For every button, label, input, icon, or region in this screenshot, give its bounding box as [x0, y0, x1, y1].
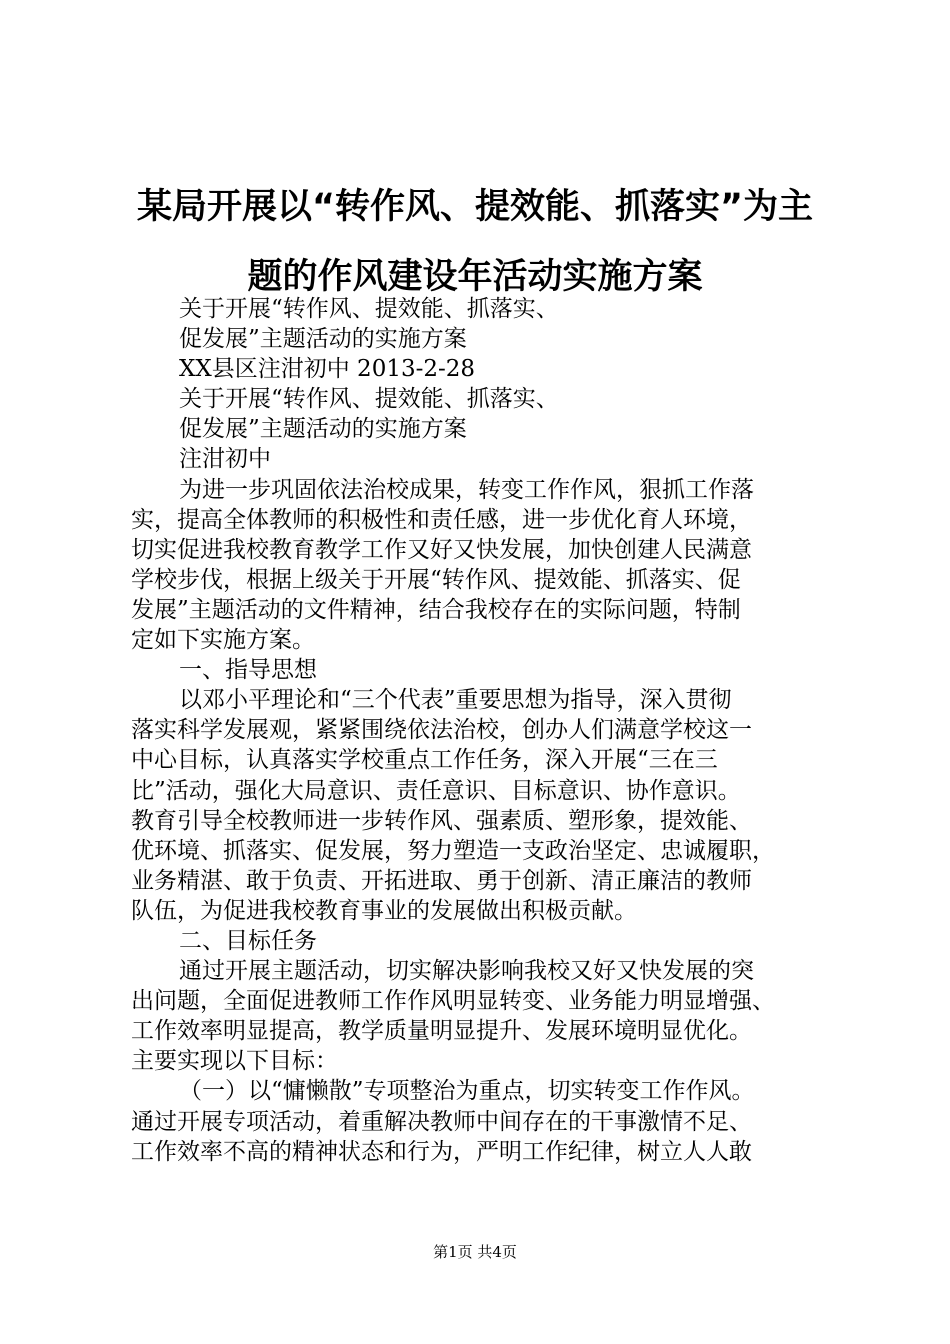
body-line: 业务精湛、敢于负责、开拓进取、勇于创新、清正廉洁的教师	[131, 867, 752, 894]
document-title	[110, 172, 840, 312]
body-line: 队伍，为促进我校教育事业的发展做出积极贡献。	[131, 897, 637, 924]
body-line: 定如下实施方案。	[131, 627, 315, 654]
body-line: 通过开展主题活动，切实解决影响我校又好又快发展的突	[179, 958, 754, 985]
body-line: 比”活动，强化大局意识、责任意识、目标意识、协作意识。	[131, 777, 741, 804]
document-body	[131, 294, 831, 1167]
body-line: 中心目标，认真落实学校重点工作任务，深入开展“三在三	[131, 747, 718, 774]
body-line: 工作效率不高的精神状态和行为，严明工作纪律，树立人人敢	[131, 1138, 752, 1165]
body-line: XX县区注泔初中 2013-2-28	[179, 356, 476, 383]
section-heading: 一、指导思想	[179, 657, 317, 684]
body-line: 促发展”主题活动的实施方案	[179, 326, 467, 353]
body-line: 注泔初中	[179, 446, 271, 473]
body-line: 优环境、抓落实、促发展，努力塑造一支政治坚定、忠诚履职，	[131, 837, 775, 864]
body-line: 关于开展“转作风、提效能、抓落实、	[179, 296, 559, 322]
body-line: 主要实现以下目标：	[131, 1048, 338, 1075]
page-footer: 第1页 共4页	[433, 1243, 517, 1261]
section-heading: 二、目标任务	[179, 927, 317, 954]
title-line-2: 题的作风建设年活动实施方案	[247, 257, 703, 297]
body-line: 切实促进我校教育教学工作又好又快发展，加快创建人民满意	[131, 536, 752, 563]
body-line: 为进一步巩固依法治校成果，转变工作作风，狠抓工作落	[179, 476, 754, 503]
body-line: 出问题，全面促进教师工作作风明显转变、业务能力明显增强、	[131, 988, 775, 1015]
body-line: 教育引导全校教师进一步转作风、强素质、塑形象，提效能、	[131, 807, 752, 834]
title-line-1: 某局开展以“转作风、提效能、抓落实”为主	[136, 187, 813, 227]
body-line: （一）以“慵懒散”专项整治为重点，切实转变工作作风。	[179, 1078, 755, 1105]
body-line: 发展”主题活动的文件精神，结合我校存在的实际问题，特制	[131, 596, 741, 623]
body-line: 落实科学发展观，紧紧围绕依法治校，创办人们满意学校这一	[131, 717, 752, 744]
body-line: 学校步伐，根据上级关于开展“转作风、提效能、抓落实、促	[131, 566, 741, 593]
body-line: 工作效率明显提高，教学质量明显提升、发展环境明显优化。	[131, 1018, 752, 1045]
body-line: 实，提高全体教师的积极性和责任感，进一步优化育人环境，	[131, 506, 752, 533]
body-line: 关于开展“转作风、提效能、抓落实、	[179, 386, 559, 413]
body-line: 以邓小平理论和“三个代表”重要思想为指导，深入贯彻	[179, 687, 732, 714]
body-line: 促发展”主题活动的实施方案	[179, 416, 467, 443]
body-line: 通过开展专项活动，着重解决教师中间存在的干事激情不足、	[131, 1108, 752, 1135]
